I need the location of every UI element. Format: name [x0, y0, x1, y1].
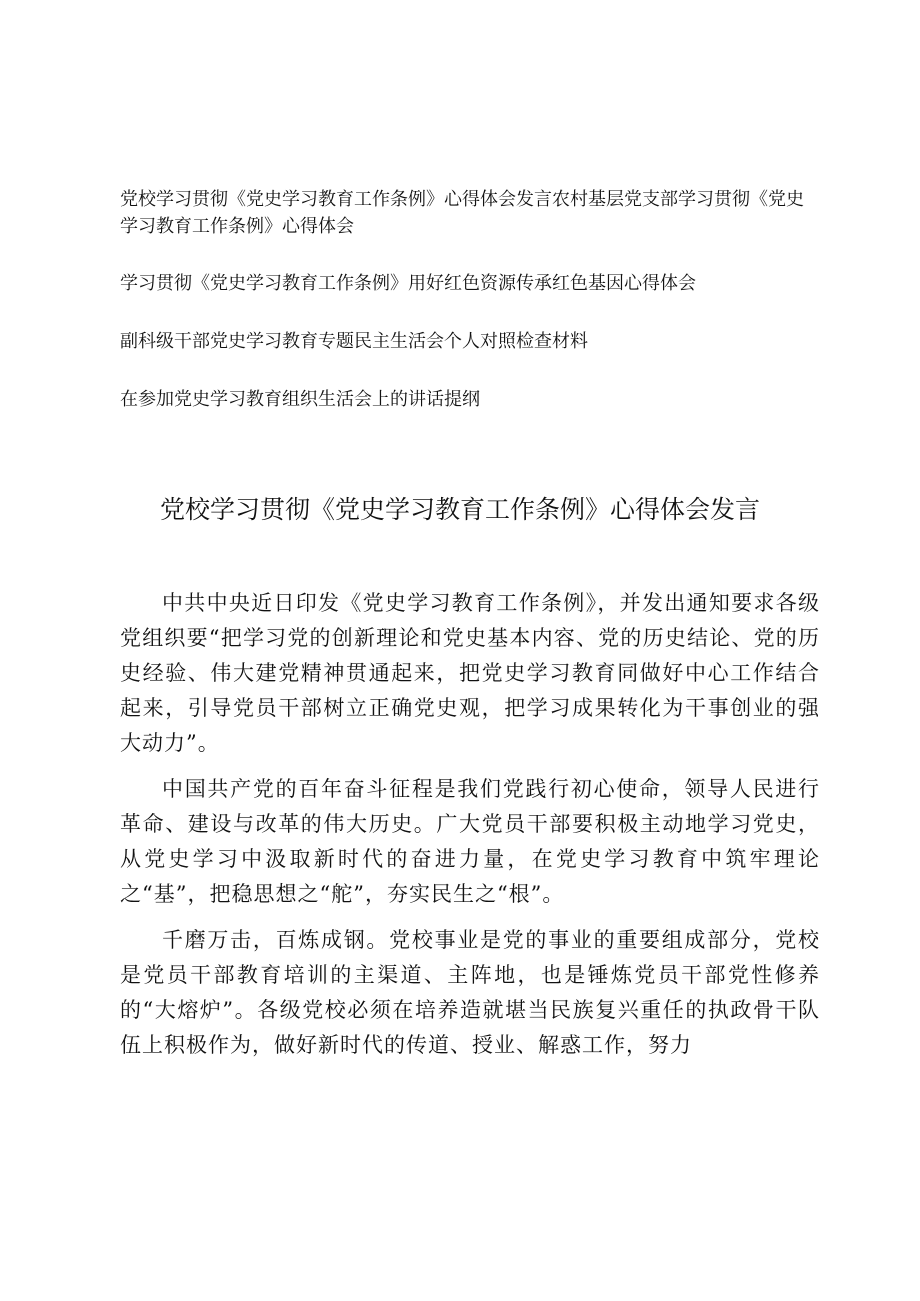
body-paragraph: 千磨万击，百炼成钢。党校事业是党的事业的重要组成部分，党校是党员干部教育培训的主渠道、主阵地，也是锤炼党员干部党性修养的“大熔炉”。各级党校必须在培养造就堪当民族复兴重任的执政骨干队伍上积极作为，做好新时代的传道、授业、解惑工作，努力 [120, 928, 820, 1057]
table-of-contents [120, 186, 820, 444]
toc-item[interactable]: 党校学习贯彻《党史学习教育工作条例》心得体会发言农村基层党支部学习贯彻《党史学习教育工作条例》心得体会 [120, 189, 804, 237]
toc-item[interactable]: 在参加党史学习教育组织生活会上的讲话提纲 [120, 389, 480, 410]
document-title: 党校学习贯彻《党史学习教育工作条例》心得体会发言 [159, 495, 760, 524]
body-paragraph: 中国共产党的百年奋斗征程是我们党践行初心使命，领导人民进行革命、建设与改革的伟大历史。广大党员干部要积极主动地学习党史，从党史学习中汲取新时代的奋进力量，在党史学习教育中筑牢理论之“基”，把稳思想之“舵”，夯实民生之“根”。 [120, 777, 820, 906]
toc-item[interactable]: 副科级干部党史学习教育专题民主生活会个人对照检查材料 [120, 331, 588, 352]
body-paragraph: 中共中央近日印发《党史学习教育工作条例》，并发出通知要求各级党组织要“把学习党的创新理论和党史基本内容、党的历史结论、党的历史经验、伟大建党精神贯通起来，把党史学习教育同做好中心工作结合起来，引导党员干部树立正确党史观，把学习成果转化为干事创业的强大动力”。 [120, 591, 820, 755]
document-body [120, 586, 820, 1074]
toc-item[interactable]: 学习贯彻《党史学习教育工作条例》用好红色资源传承红色基因心得体会 [120, 273, 696, 294]
